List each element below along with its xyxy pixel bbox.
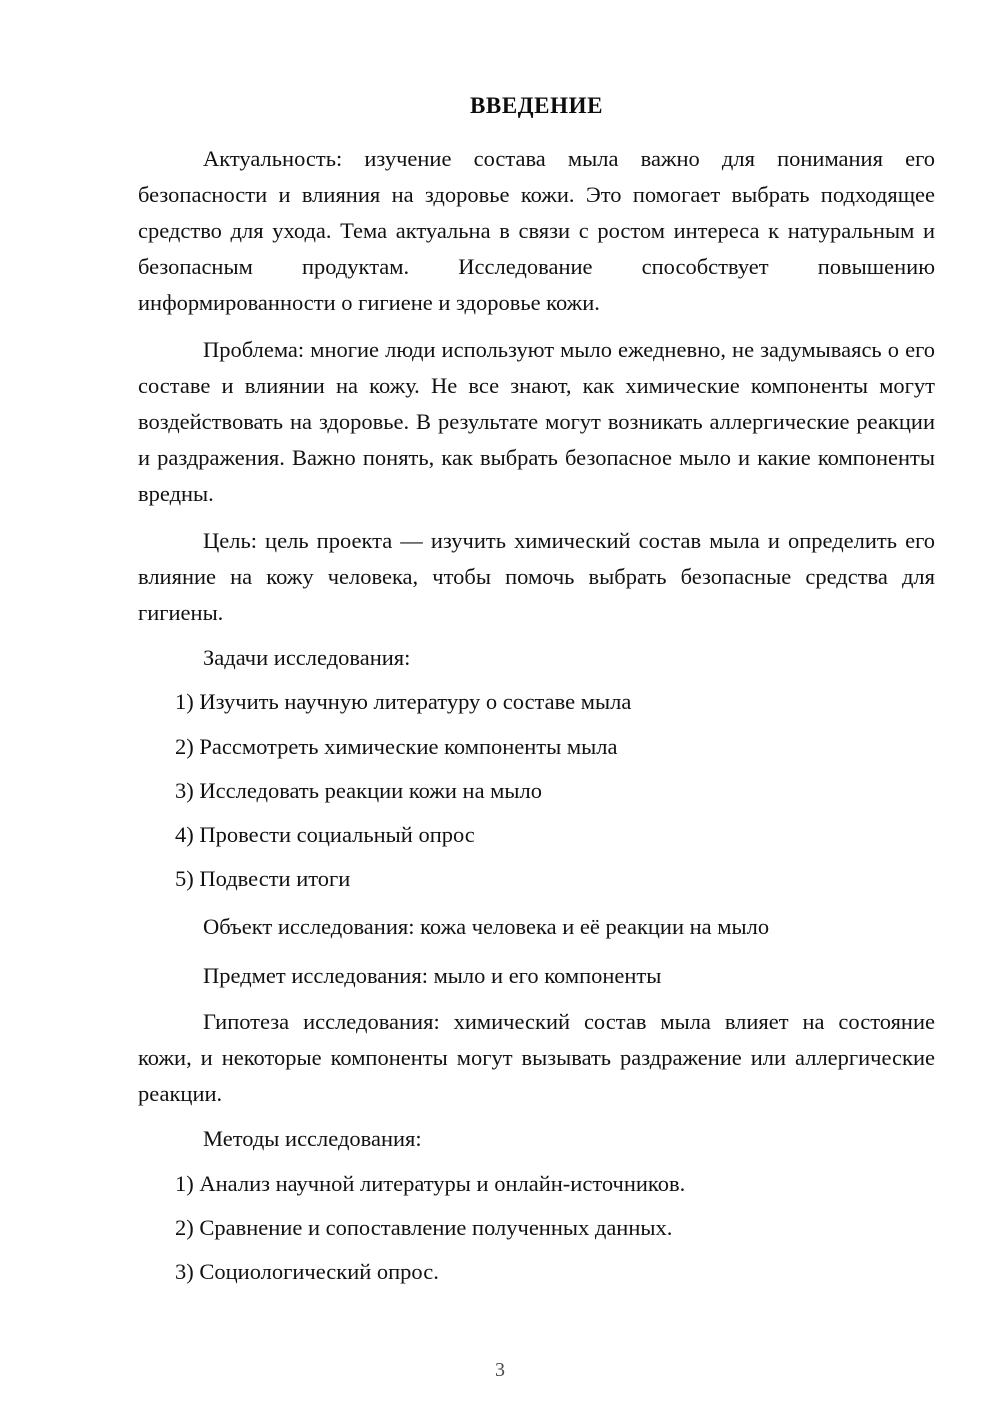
paragraph-goal: Цель: цель проекта — изучить химический состав мыла и определить его влияние на кожу человека, чтобы помочь выбрать безопасные средства для гигиены. xyxy=(138,527,935,626)
list-item: 3) Социологический опрос. xyxy=(175,1259,439,1285)
list-item: 1) Изучить научную литературу о составе мыла xyxy=(175,689,632,715)
paragraph-problem: Проблема: многие люди используют мыло ежедневно, не задумываясь о его составе и влиянии на кожу. Не все знают, как химические компоненты могут воздействовать на здоровье. В результате могут возникать аллергические реакции и раздражения. Важно понять, как выбрать безопасное мыло и какие компоненты вредны. xyxy=(138,336,935,507)
tasks-heading: Задачи исследования: xyxy=(203,645,411,671)
list-item: 2) Сравнение и сопоставление полученных данных. xyxy=(175,1214,673,1240)
list-item: 3) Исследовать реакции кожи на мыло xyxy=(175,777,543,803)
object-of-research: Объект исследования: кожа человека и её реакции на мыло xyxy=(203,914,770,940)
subject-of-research: Предмет исследования: мыло и его компоненты xyxy=(203,962,662,988)
paragraph-relevance: Актуальность: изучение состава мыла важно для понимания его безопасности и влияния на здоровье кожи. Это помогает выбрать подходящее средство для ухода. Тема актуальна в связи с ростом интереса к натуральным и безопасным продуктам. Исследование способствует повышению информированности о гигиене и здоровье кожи. xyxy=(138,145,935,316)
list-item: 5) Подвести итоги xyxy=(175,866,351,892)
list-item: 4) Провести социальный опрос xyxy=(175,822,475,848)
methods-heading: Методы исследования: xyxy=(203,1126,422,1152)
page-title: ВВЕДЕНИЕ xyxy=(469,93,604,118)
page-content xyxy=(138,0,935,1290)
methods-list xyxy=(138,1166,935,1291)
list-item: 1) Анализ научной литературы и онлайн-источников. xyxy=(175,1170,686,1196)
list-item: 2) Рассмотреть химические компоненты мыла xyxy=(175,733,618,759)
tasks-list xyxy=(138,684,935,897)
page-number: 3 xyxy=(495,1359,505,1381)
paragraph-hypothesis: Гипотеза исследования: химический состав мыла влияет на состояние кожи, и некоторые компоненты могут вызывать раздражение или аллергические реакции. xyxy=(138,1008,935,1107)
